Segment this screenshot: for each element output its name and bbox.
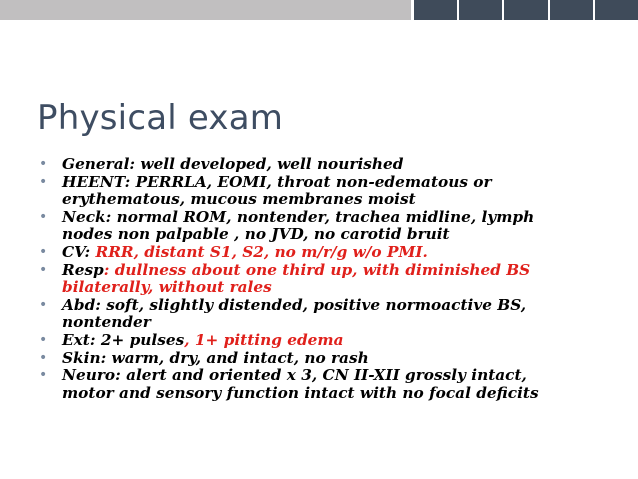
bullet-line: [62, 226, 629, 244]
header-band-segment: [502, 0, 547, 20]
bullet-list: [39, 156, 629, 402]
slide-title: Physical exam: [37, 98, 284, 138]
bullet-line: [62, 156, 629, 174]
bullet-item: [39, 332, 629, 350]
bullet-text: motor and sensory function intact with no focal deficits: [62, 383, 539, 402]
finding-text: , 1+ pitting edema: [184, 330, 344, 349]
bullet-text: Neck: normal ROM, nontender, trachea midline, lymph: [62, 207, 535, 226]
bullet-text: nontender: [62, 313, 151, 332]
bullet-line: [62, 367, 629, 385]
bullet-item: [39, 367, 629, 402]
bullet-text: Neuro: alert and oriented x 3, CN II-XII grossly intact,: [62, 366, 527, 385]
header-band-segment: [411, 0, 457, 20]
header-band-gray: [0, 0, 411, 20]
bullet-item: [39, 297, 629, 332]
bullet-text: Skin: warm, dry, and intact, no rash: [62, 348, 369, 367]
bullet-line: [62, 350, 629, 368]
header-band-segment: [457, 0, 502, 20]
bullet-text: General: well developed, well nourished: [62, 155, 404, 173]
bullet-text: Abd: soft, slightly distended, positive normoactive BS,: [62, 295, 527, 314]
bullet-line: [62, 262, 629, 280]
bullet-item: [39, 350, 629, 368]
bullet-text: Ext: 2+ pulses: [62, 330, 185, 349]
bullet-line: [62, 385, 629, 403]
bullet-item: [39, 209, 629, 244]
bullet-line: [62, 332, 629, 350]
header-band-segment: [548, 0, 593, 20]
bullet-item: [39, 262, 629, 297]
bullet-text: HEENT: PERRLA, EOMI, throat non-edematous or: [62, 172, 492, 191]
bullet-item: [39, 156, 629, 174]
bullet-line: [62, 191, 629, 209]
header-decoration-band: [0, 0, 638, 20]
bullet-line: [62, 244, 629, 262]
header-band-dark: [411, 0, 638, 20]
bullet-text: Resp: [62, 260, 104, 279]
bullet-line: [62, 314, 629, 332]
bullet-item: [39, 244, 629, 262]
header-band-segment: [593, 0, 638, 20]
bullet-line: [62, 209, 629, 227]
bullet-line: [62, 279, 629, 297]
bullet-text: nodes non palpable , no JVD, no carotid bruit: [62, 225, 450, 244]
finding-text: bilaterally, without rales: [62, 278, 272, 297]
finding-text: : dullness about one third up, with diminished BS: [103, 260, 531, 279]
finding-text: RRR, distant S1, S2, no m/r/g w/o PMI.: [95, 242, 428, 261]
bullet-line: [62, 174, 629, 192]
bullet-line: [62, 297, 629, 315]
bullet-item: [39, 174, 629, 209]
bullet-text: CV:: [62, 242, 96, 261]
bullet-text: erythematous, mucous membranes moist: [62, 190, 416, 209]
